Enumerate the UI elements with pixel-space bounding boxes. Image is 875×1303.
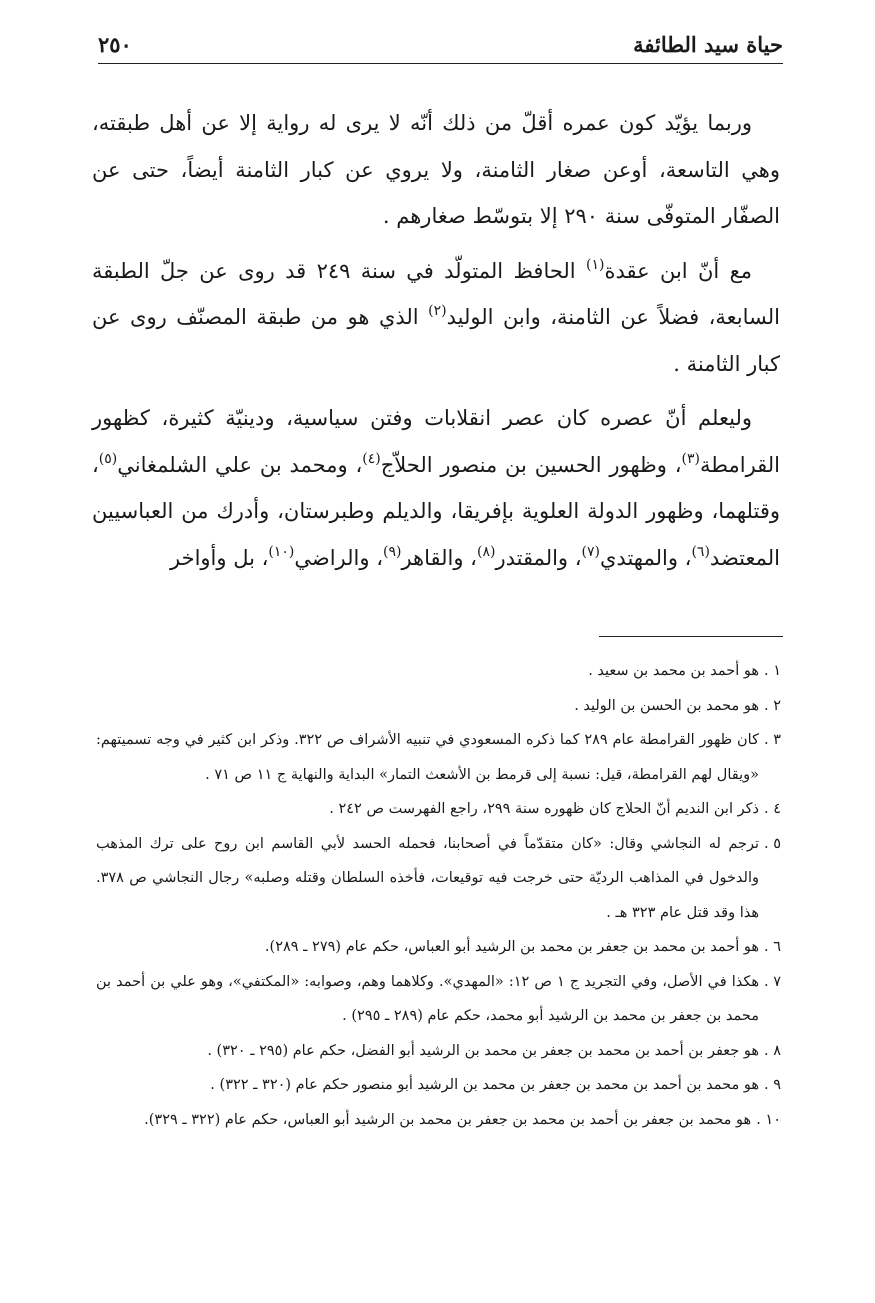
footnote-number: ٥ . (763, 835, 781, 852)
footnote-text: هو محمد بن جعفر بن أحمد بن محمد بن جعفر بن محمد بن الرشيد أبو العباس، حكم عام (٣٢٢ ـ ٣٢٩). (144, 1111, 752, 1128)
text-segment: وليعلم أنّ عصره كان عصر انقلابات وفتن سياسية، ودينيّة كثيرة، كظهور القرامطة (92, 406, 781, 477)
text-segment: ، والمهتدي (600, 545, 692, 570)
running-header (98, 30, 783, 64)
footnote-text: هو أحمد بن محمد بن سعيد . (588, 663, 759, 679)
main-text (92, 100, 780, 581)
footnote-1 (96, 654, 781, 689)
running-title: حياة سيد الطائفة (633, 32, 783, 57)
footnote-number: ٧ . (763, 973, 781, 990)
footnote-ref-10[interactable]: (١٠) (268, 543, 295, 560)
footnote-ref-9[interactable]: (٩) (382, 543, 402, 560)
footnote-8 (96, 1034, 781, 1069)
footnote-text: هو محمد بن الحسن بن الوليد . (574, 697, 759, 714)
footnote-7 (96, 965, 781, 1034)
footnote-number: ١ . (763, 663, 781, 679)
footnote-10 (96, 1103, 781, 1138)
text-segment: ، وظهور الحسين بن منصور الحلاّج (380, 452, 682, 477)
footnote-divider (599, 636, 783, 637)
paragraph-2 (92, 248, 780, 388)
footnote-ref-4[interactable]: (٤) (362, 450, 381, 467)
footnote-number: ٩ . (763, 1077, 781, 1093)
paragraph-3 (92, 395, 780, 581)
footnote-number: ٢ . (763, 697, 781, 714)
text-segment: الحافظ المتولّد في سنة ٢٤٩ قد روى عن جلّ الطبقة السابعة، فضلاً عن الثامنة، وابن الوليد (92, 258, 780, 329)
text-segment: ، بل وأواخر (170, 545, 269, 570)
page-number: ٢٥٠ (98, 32, 132, 57)
text-segment: ، والقاهر (401, 545, 477, 570)
footnote-text: ذكر ابن النديم أنّ الحلاج كان ظهوره سنة ٢٩٩، راجع الفهرست ص ٢٤٢ . (329, 801, 759, 817)
footnote-ref-1[interactable]: (١) (585, 256, 605, 273)
text-segment: ، ومحمد بن علي الشلمغاني (117, 452, 363, 477)
footnote-number: ٨ . (763, 1042, 781, 1059)
footnote-text: كان ظهور القرامطة عام ٢٨٩ كما ذكره المسعودي في تنبيه الأشراف ص ٣٢٢. وذكر ابن كثير في وجه تسميتهم: «ويقال لهم القرامطة، قيل: نسبة إلى قرمط بن الأشعث التمار» البداية والنهاية ج ١١ ص ٧١ . (96, 732, 759, 783)
footnote-text: هو محمد بن أحمد بن محمد بن جعفر بن محمد بن الرشيد أبو منصور حكم عام (٣٢٠ ـ ٣٢٢) . (210, 1077, 759, 1093)
footnote-text: هكذا في الأصل، وفي التجريد ج ١ ص ١٢: «المهدي». وكلاهما وهم، وصوابه: «المكتفي»، وهو علي بن أحمد بن محمد بن جعفر بن محمد بن الرشيد أبو محمد، حكم عام (٢٨٩ ـ ٢٩٥) . (96, 973, 759, 1024)
footnote-text: ترجم له النجاشي وقال: «كان متقدّماً في أصحابنا، فحمله الحسد لأبي القاسم ابن روح على ترك المذهب والدخول في المذاهب الرديّة حتى خرجت فيه توقيعات، فأخذه السلطان وقتله وصلبه» رجال النجاشي ص ٣٧٨. هذا وقد قتل عام ٣٢٣ هـ . (96, 835, 759, 921)
footnote-number: ٣ . (763, 732, 781, 748)
footnote-5 (96, 827, 781, 931)
footnote-ref-8[interactable]: (٨) (476, 543, 496, 560)
footnote-number: ٤ . (763, 801, 781, 817)
footnote-ref-5[interactable]: (٥) (98, 450, 118, 467)
footnote-text: هو جعفر بن أحمد بن محمد بن جعفر بن محمد بن الرشيد أبو الفضل، حكم عام (٢٩٥ ـ ٣٢٠) . (207, 1042, 759, 1059)
footnote-4 (96, 792, 781, 827)
footnote-ref-3[interactable]: (٣) (681, 450, 700, 467)
text-segment: ، والراضي (294, 545, 383, 570)
text-segment: ، والمقتدر (495, 545, 582, 570)
footnote-number: ١٠ . (756, 1111, 781, 1128)
footnote-number: ٦ . (763, 939, 781, 955)
text-segment: ، وقتلهما، وظهور الدولة العلوية بإفريقا، والديلم وطبرستان، وأدرك من العباسيين المعتضد (92, 452, 780, 570)
footnotes (96, 654, 781, 1137)
footnote-text: هو أحمد بن محمد بن جعفر بن محمد بن الرشيد أبو العباس، حكم عام (٢٧٩ ـ ٢٨٩). (264, 939, 759, 955)
footnote-9 (96, 1068, 781, 1103)
footnote-ref-2[interactable]: (٢) (428, 303, 447, 319)
text-segment: الذي هو من طبقة المصنّف روى عن كبار الثامنة . (92, 305, 780, 376)
footnote-2 (96, 689, 781, 724)
footnote-ref-7[interactable]: (٧) (581, 543, 600, 560)
footnote-ref-6[interactable]: (٦) (691, 543, 710, 560)
text-segment: مع أنّ ابن عقدة (604, 258, 752, 283)
footnote-3 (96, 723, 781, 792)
paragraph-1: وربما يؤيّد كون عمره أقلّ من ذلك أنّه لا يرى له رواية إلا عن أهل طبقته، وهي التاسعة، أوعن صغار الثامنة، ولا يروي عن كبار الثامنة أيضاً، حتى عن الصفّار المتوفّى سنة ٢٩٠ إلا بتوسّط صغارهم . (92, 111, 780, 228)
footnote-6 (96, 930, 781, 965)
